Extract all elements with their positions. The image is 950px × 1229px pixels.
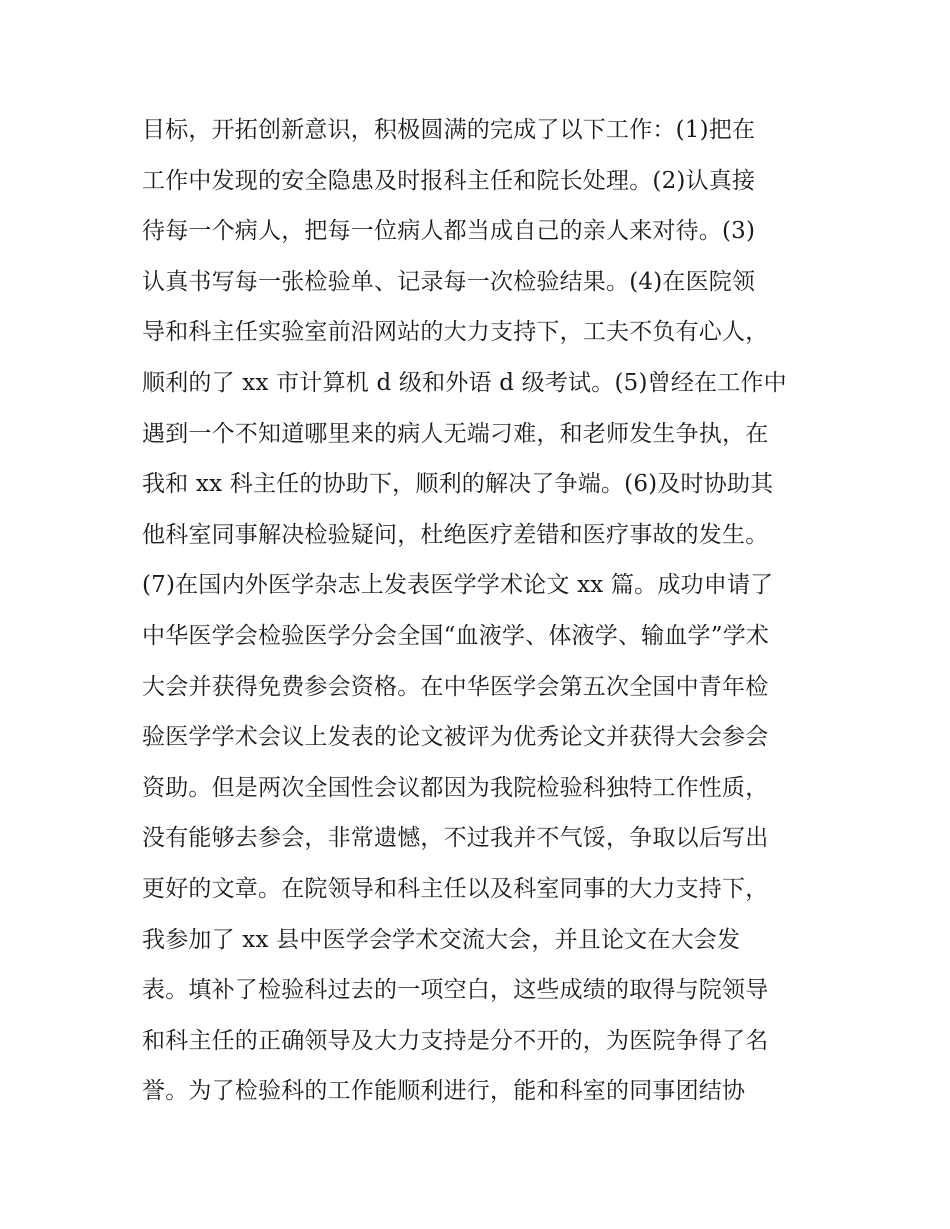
text-line: 他科室同事解决检验疑问，杜绝医疗差错和医疗事故的发生。: [142, 521, 769, 548]
text-line: 大会并获得免费参会资格。在中华医学会第五次全国中青年检: [142, 673, 769, 700]
text-line: 认真书写每一张检验单、记录每一次检验结果。(4)在医院领: [142, 268, 756, 295]
text-line: 我和 xx 科主任的协助下，顺利的解决了争端。(6)及时协助其: [142, 471, 774, 498]
body-text: [142, 105, 822, 1117]
text-line: 和科主任的正确领导及大力支持是分不开的，为医院争得了名: [142, 1027, 769, 1054]
text-line: 表。填补了检验科过去的一项空白，这些成绩的取得与院领导: [142, 977, 769, 1004]
text-line: 没有能够去参会，非常遗憾，不过我并不气馁，争取以后写出: [142, 825, 769, 852]
text-line: 待每一个病人，把每一位病人都当成自己的亲人来对待。(3): [142, 218, 756, 245]
text-line: 遇到一个不知道哪里来的病人无端刁难，和老师发生争执，在: [142, 420, 769, 447]
text-line: 资助。但是两次全国性会议都因为我院检验科独特工作性质，: [142, 774, 769, 801]
text-line: (7)在国内外医学杂志上发表医学学术论文 xx 篇。成功申请了: [142, 572, 774, 599]
text-line: 工作中发现的安全隐患及时报科主任和院长处理。(2)认真接: [142, 167, 756, 194]
text-line: 誉。为了检验科的工作能顺利进行，能和科室的同事团结协: [142, 1078, 746, 1105]
text-line: 我参加了 xx 县中医学会学术交流大会，并且论文在大会发: [142, 926, 741, 953]
text-line: 更好的文章。在院领导和科主任以及科室同事的大力支持下，: [142, 875, 769, 902]
text-line: 中华医学会检验医学分会全国“血液学、体液学、输血学”学术: [142, 622, 770, 649]
text-line: 顺利的了 xx 市计算机 d 级和外语 d 级考试。(5)曾经在工作中: [142, 369, 787, 396]
text-line: 导和科主任实验室前沿网站的大力支持下，工夫不负有心人，: [142, 319, 769, 346]
text-line: 目标，开拓创新意识，积极圆满的完成了以下工作：(1)把在: [142, 117, 756, 143]
text-line: 验医学学术会议上发表的论文被评为优秀论文并获得大会参会: [142, 724, 769, 751]
